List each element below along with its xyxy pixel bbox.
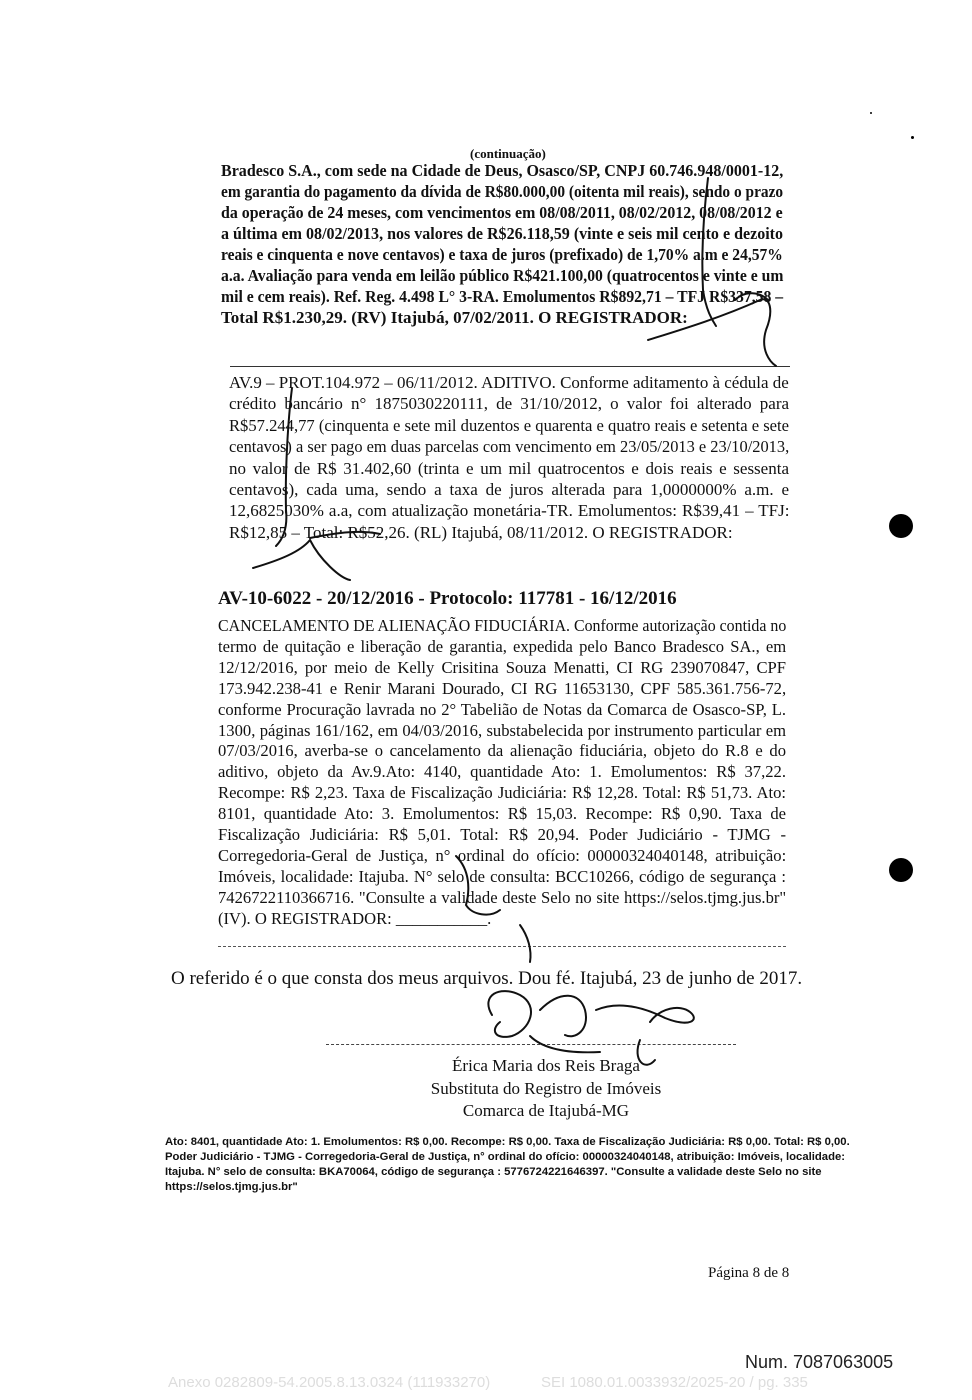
closing-statement: O referido é o que consta dos meus arquivos. Dou fé. Itajubá, 23 de junho de 2017. [171,968,803,989]
text-line: 12/12/2016, por meio de Kelly Crisitina Souza Menatti, CI RG 239070847, CPF [218,657,786,677]
text-line: reais e cinquenta e nove centavos) e taxa de juros (prefixado) de 1,70% a.m e 24,57% [221,245,783,264]
text-line: 7426722110366716. "Consulte a validade deste Selo no site https://selos.tjmg.jus.br" [218,887,787,907]
text-line: 07/03/2016, averba-se o cancelamento da alienação fiduciária, objeto do R.8 e do [218,741,787,761]
text-line: Fiscalização Judiciária: R$ 5,01. Total: R$ 20,94. Poder Judiciário - TJMG - [218,825,786,845]
scan-hole-mark [889,514,913,538]
text-line: Corregedoria-Geral de Justiça, n° ordinal do ofício: 00000324040148, atribuição: [218,845,787,865]
text-line: 173.942.238-41 e Renir Marani Dourado, CI RG 11653130, CPF 585.361.756-72, [218,678,787,698]
seal-footnote: Ato: 8401, quantidade Ato: 1. Emolumentos: R$ 0,00. Recompe: R$ 0,00. Taxa de Fiscalização Judiciária: R$ 0,00. Total: R$ 0,00. Poder Judiciário - TJMG - Corregedoria-Geral de Justiça, n° ordinal do ofício: 00000324040148, atribuição: Imóveis, localidade: Itajuba. N° selo de consulta: BKA70064, código de segurança : 5776724221646397. "Consulte a validade deste Selo no site https://selos.tjmg.jus.br" [165,1136,850,1193]
text-line: no valor de R$ 31.402,60 (trinta e um mil quatrocentos e dois reais e sessenta [229,458,789,478]
scan-speck [870,112,872,114]
sei-stamp: SEI 1080.01.0033932/2025-20 / pg. 335 [541,1374,808,1391]
page-number: Página 8 de 8 [708,1265,790,1281]
text-line: mil e cem reais). Ref. Reg. 4.498 L° 3-RA. Emolumentos R$892,71 – TFJ R$337,58 – [221,287,784,306]
text-line: conforme Procuração lavrada no 2° Tabelião de Notas da Comarca de Osasco-SP, L. [218,699,787,719]
signer-role: Substituta do Registro de Imóveis [430,1079,662,1098]
text-line: termo de quitação e liberação de garantia, expedida pelo Banco Bradesco SA., em [218,636,787,656]
text-line: a última em 08/02/2013, nos valores de R$26.118,59 (vinte e seis mil cento e dezoito [221,224,784,243]
text-line: da operação de 24 meses, com vencimentos em 08/08/2011, 08/02/2012, 08/08/2012 e [221,203,783,222]
scan-speck [911,136,914,139]
text-line: 8101, quantidade Ato: 3. Emolumentos: R$ 15,03. Recompe: R$ 0,90. Taxa de [218,804,786,824]
text-line: R$12,85 – Total: R$52,26. (RL) Itajubá, 08/11/2012. O REGISTRADOR: [229,522,733,542]
text-line: Recompe: R$ 2,23. Taxa de Fiscalização Judiciária: R$ 12,28. Total: R$ 51,73. Ato: [218,783,786,803]
entry-title-av10: AV-10-6022 - 20/12/2016 - Protocolo: 117781 - 16/12/2016 [218,588,677,609]
text-line: Bradesco S.A., com sede na Cidade de Deus, Osasco/SP, CNPJ 60.746.948/0001-12, [221,161,784,180]
text-line: (IV). O REGISTRADOR: ___________. [218,908,492,928]
text-line: CANCELAMENTO DE ALIENAÇÃO FIDUCIÁRIA. Conforme autorização contida no [218,616,787,635]
text-line: aditivo, objeto da Av.9.Ato: 4140, quantidade Ato: 1. Emolumentos: R$ 37,22. [218,762,786,782]
text-line: 12,6825030% a.a, com atualização monetária-TR. Emolumentos: R$39,41 – TFJ: [229,501,790,521]
text-line: 1300, páginas 161/162, em 04/03/2016, substabelecida por instrumento particular em [218,720,786,740]
text-line: a.a. Avaliação para venda em leilão público R$421.100,00 (quatrocentos e vinte e um [221,266,784,285]
text-line: Imóveis, localidade: Itajuba. N° selo de consulta: BCC10266, código de segurança : [218,866,786,886]
text-line: centavos), cada uma, sendo a taxa de juros alterada para 1,0000000% a.m. e [229,480,789,500]
document-number-stamp: Num. 7087063005 [745,1352,894,1372]
text-line: em garantia do pagamento da dívida de R$80.000,00 (oitenta mil reais), sendo o prazo [221,182,784,201]
signer-place: Comarca de Itajubá-MG [462,1101,630,1120]
annex-stamp: Anexo 0282809-54.2005.8.13.0324 (111933270) [168,1374,491,1391]
text-line: AV.9 – PROT.104.972 – 06/11/2012. ADITIVO. Conforme aditamento à cédula de [229,373,789,392]
continuation-label: (continuação) [470,146,546,161]
text-line: Total R$1.230,29. (RV) Itajubá, 07/02/2011. O REGISTRADOR: [221,308,688,327]
text-line: centavos) a ser pago em duas parcelas com vencimento em 23/05/2013 e 23/10/2013, [229,437,790,457]
scan-hole-mark [889,858,913,882]
text-line: crédito bancário n° 1875030220111, de 31/10/2012, o valor foi alterado para [229,394,790,414]
text-line: R$57.244,77 (cinquenta e sete mil duzentos e quarenta e quatro reais e setenta e sete [229,415,790,435]
signer-name: Érica Maria dos Reis Braga [452,1056,640,1075]
